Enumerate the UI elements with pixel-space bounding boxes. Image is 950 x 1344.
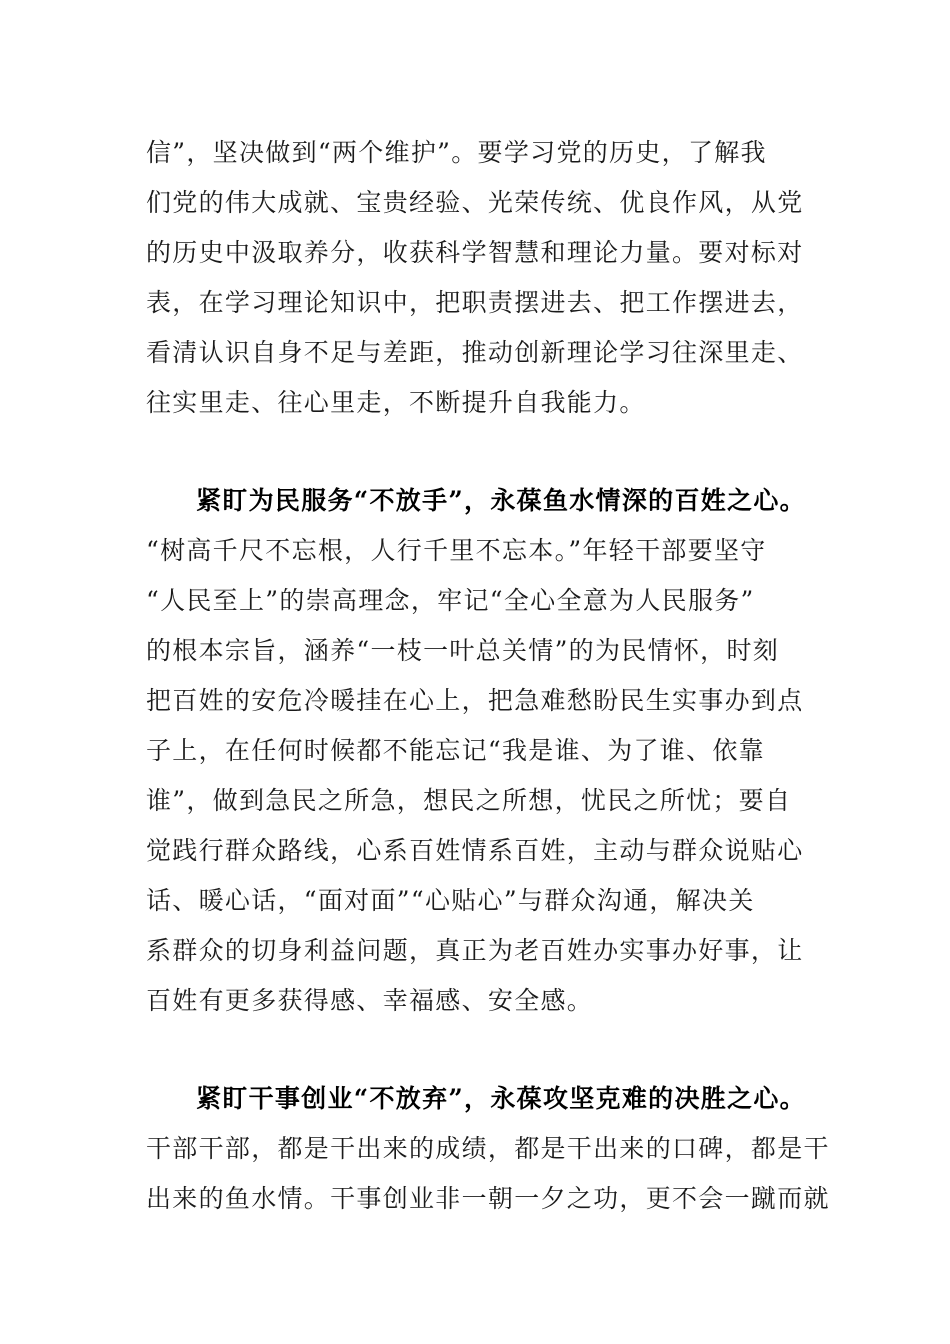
paragraph-2-line-2: “人民至上”的崇高理念，牢记“全心全意为人民服务” xyxy=(146,586,755,615)
paragraph-3-heading: 紧盯干事创业“不放弃”，永葆攻坚克难的决胜之心。 xyxy=(196,1084,806,1113)
paragraph-2-line-8: 话、暖心话，“面对面”“心贴心”与群众沟通，解决关 xyxy=(146,886,755,915)
paragraph-2-line-7: 觉践行群众路线，心系百姓情系百姓，主动与群众说贴心 xyxy=(146,836,804,865)
paragraph-2-line-4: 把百姓的安危冷暖挂在心上，把急难愁盼民生实事办到点 xyxy=(146,686,804,715)
paragraph-2-line-10: 百姓有更多获得感、幸福感、安全感。 xyxy=(146,986,594,1015)
paragraph-1-line-1: 信”，坚决做到“两个维护”。要学习党的历史，了解我 xyxy=(146,138,767,167)
paragraph-1-line-4: 表，在学习理论知识中，把职责摆进去、把工作摆进去， xyxy=(146,288,804,317)
paragraph-2-line-5: 子上，在任何时候都不能忘记“我是谁、为了谁、依靠 xyxy=(146,736,765,765)
paragraph-1-line-5: 看清认识自身不足与差距，推动创新理论学习往深里走、 xyxy=(146,338,804,367)
paragraph-2-line-6: 谁”，做到急民之所急，想民之所想，忧民之所忧；要自 xyxy=(146,786,792,815)
paragraph-2-line-3: 的根本宗旨，涵养“一枝一叶总关情”的为民情怀，时刻 xyxy=(146,636,780,665)
paragraph-2-heading: 紧盯为民服务“不放手”，永葆鱼水情深的百姓之心。 xyxy=(196,486,806,515)
paragraph-1-line-2: 们党的伟大成就、宝贵经验、光荣传统、优良作风，从党 xyxy=(146,188,804,217)
paragraph-3-line-2: 出来的鱼水情。干事创业非一朝一夕之功，更不会一蹴而就 xyxy=(146,1184,830,1213)
paragraph-3-line-1: 干部干部，都是干出来的成绩，都是干出来的口碑，都是干 xyxy=(146,1134,830,1163)
paragraph-1-line-6: 往实里走、往心里走，不断提升自我能力。 xyxy=(146,388,646,417)
paragraph-2-line-9: 系群众的切身利益问题，真正为老百姓办实事办好事，让 xyxy=(146,936,804,965)
paragraph-1-line-3: 的历史中汲取养分，收获科学智慧和理论力量。要对标对 xyxy=(146,238,804,267)
paragraph-2-line-1: “树高千尺不忘根，人行千里不忘本。”年轻干部要坚守 xyxy=(146,536,767,565)
